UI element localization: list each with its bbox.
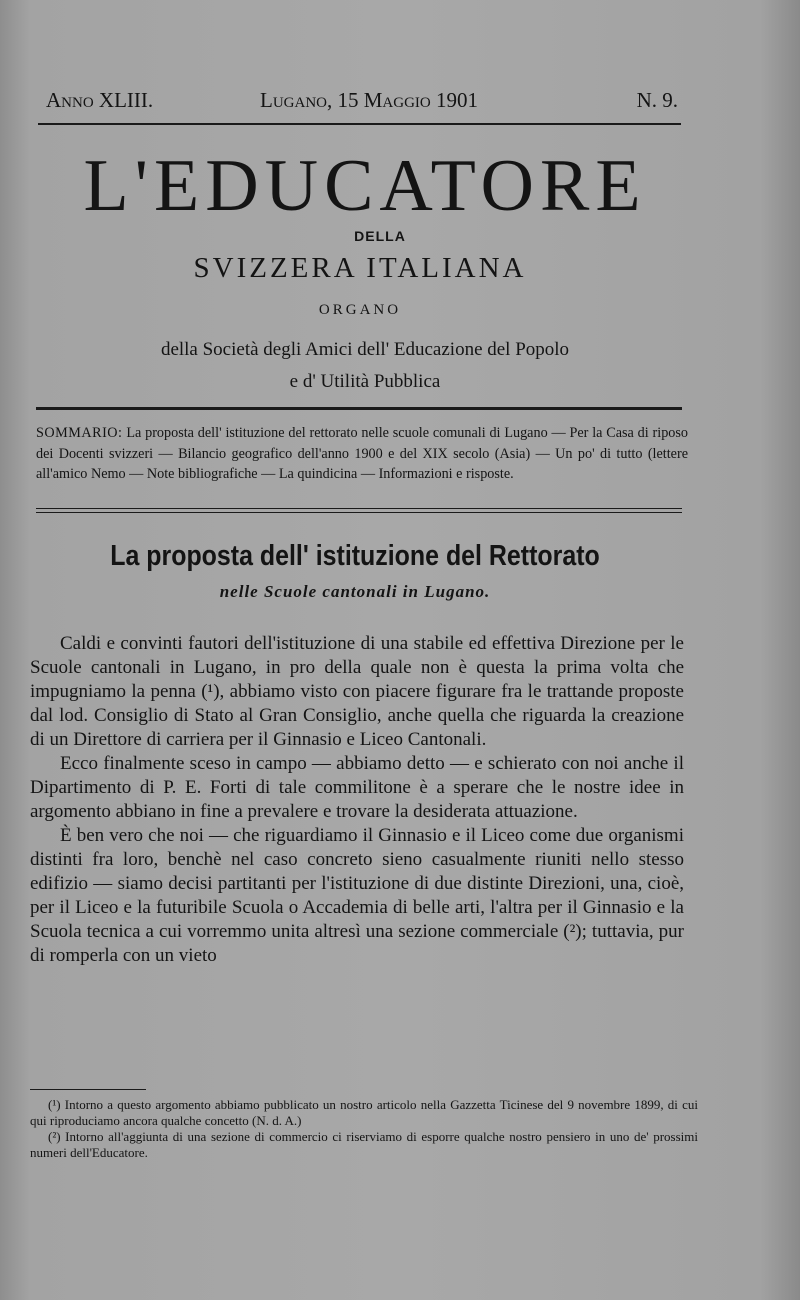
society-line-2: e d' Utilità Pubblica [289, 371, 441, 392]
issue-year: Anno XLIII. [46, 88, 154, 112]
article-subtitle: nelle Scuole cantonali in Lugano. [219, 582, 491, 601]
sommario [36, 423, 688, 485]
paragraph-3: È ben vero che noi — che riguardiamo il Ginnasio e il Liceo come due organismi distinti fra loro, benchè nel caso concreto sieno casualmente riuniti nello stesso edifizio — siamo decisi partitanti per l'istituzione di due distinte Direzioni, una, cioè, per il Liceo e la futuribile Scuola o Accademia di belle arti, l'altra per il Ginnasio e la Scuola tecnica a cui vorremmo unita altresì una sezione commerciale (²); tuttavia, pur di romperla con un vieto [30, 825, 684, 966]
issue-number: N. 9. [636, 88, 678, 112]
masthead-title: L'EDUCATORE [83, 145, 647, 227]
paragraph-1: Caldi e convinti fautori dell'istituzione di una stabile ed effettiva Direzione per le Scuole cantonali in Lugano, in pro della quale non è questa la prima volta che impugniamo la penna (¹), abbiamo visto con piacere figurare fra le trattande proposte dal lod. Consiglio di Stato al Gran Consiglio, anche quella che riguarda la creazione di un Direttore di carriera per il Ginnasio e Liceo Cantonali. [30, 633, 684, 750]
sommario-bottom-rule-1 [36, 508, 682, 509]
sommario-label: SOMMARIO: [36, 425, 123, 441]
footnotes [30, 1097, 698, 1161]
masthead-organo: ORGANO [318, 302, 402, 318]
sommario-bottom-rule-2 [36, 512, 682, 513]
sommario-top-rule [36, 407, 682, 410]
header-rule [38, 123, 681, 125]
society-line-1: della Società degli Amici dell' Educazione del Popolo [160, 339, 570, 360]
article-title: La proposta dell' istituzione del Rettorato [110, 540, 600, 572]
article-body [30, 632, 684, 968]
masthead-subtitle: SVIZZERA ITALIANA [193, 252, 527, 284]
footnote-2: (²) Intorno all'aggiunta di una sezione di commercio ci riserviamo di esporre qualche nostro pensiero in uno de' prossimi numeri dell'Educatore. [30, 1129, 698, 1160]
sommario-text: La proposta dell' istituzione del rettorato nelle scuole comunali di Lugano — Per la Casa di riposo dei Docenti svizzeri — Bilancio geografico dell'anno 1900 e del XIX secolo (Asia) — Un po' di tutto (lettere all'amico Nemo — Note bibliografiche — La quindicina — Informazioni e risposte. [36, 425, 688, 482]
society-name [0, 334, 730, 398]
footnote-1: (¹) Intorno a questo argomento abbiamo pubblicato un nostro articolo nella Gazzetta Ticinese del 9 novembre 1899, di cui qui riproduciamo ancora qualche concetto (N. d. A.) [30, 1097, 698, 1128]
footnote-rule [30, 1089, 146, 1090]
paragraph-2: Ecco finalmente sceso in campo — abbiamo detto — e schierato con noi anche il Dipartimento di P. E. Forti di tale commilitone è a sperare che le nostre idee in argomento abbiano in fine a prevalere e trovare la desiderata attuazione. [30, 753, 684, 822]
masthead-della: DELLA [354, 228, 406, 244]
place-date: Lugano, 15 Maggio 1901 [260, 88, 478, 112]
